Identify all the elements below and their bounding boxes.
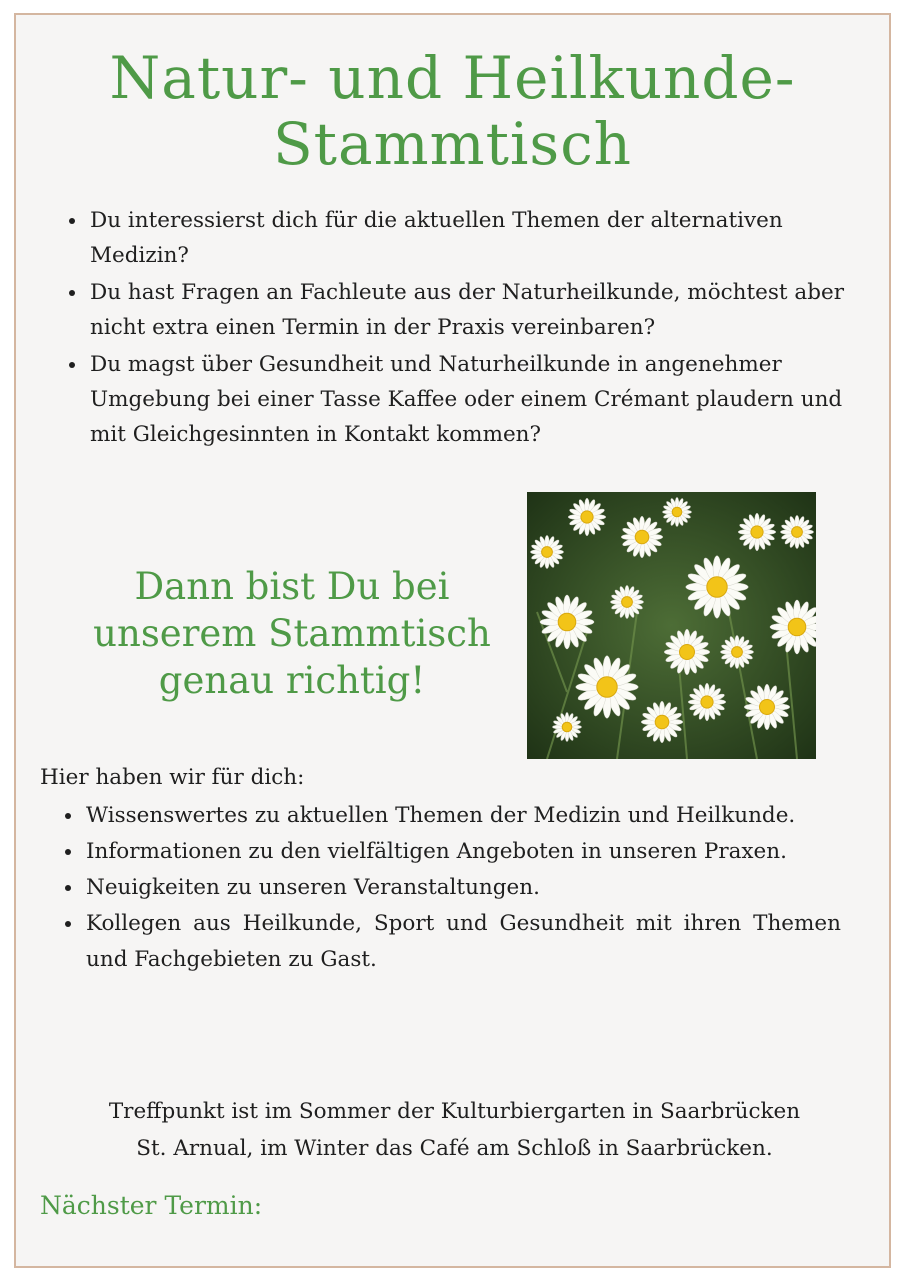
chamomile-flower (688, 683, 726, 721)
meeting-place (36, 1093, 873, 1167)
chamomile-illustration (527, 492, 816, 759)
chamomile-flower (621, 516, 663, 558)
page-title (16, 45, 889, 177)
chamomile-flower (576, 656, 638, 718)
list-item: • Wissenswertes zu aktuellen Themen der Medizin und Heilkunde. (84, 798, 841, 834)
list-item: • Du interessierst dich für die aktuellen Themen der alternativen Medizin? (88, 203, 878, 273)
title-line-1: Natur- und Heilkunde- (109, 44, 796, 112)
flyer-page (14, 13, 891, 1268)
chamomile-flower (568, 498, 606, 536)
chamomile-flowers-photo (527, 492, 816, 759)
chamomile-flower (664, 629, 710, 675)
chamomile-flower (744, 684, 790, 730)
chamomile-flower (686, 556, 748, 618)
chamomile-flower (540, 595, 594, 649)
chamomile-flower (738, 513, 776, 551)
list-item: • Du hast Fragen an Fachleute aus der Naturheilkunde, möchtest aber nicht extra einen Termin in der Praxis vereinbaren? (88, 275, 878, 345)
list-item: • Neuigkeiten zu unseren Veranstaltungen. (84, 870, 841, 906)
chamomile-flower (552, 712, 581, 741)
meeting-line-1: Treffpunkt ist im Sommer der Kulturbiergarten in Saarbrücken (108, 1099, 801, 1124)
chamomile-flower (610, 585, 643, 618)
highlight-line-3: genau richtig! (158, 659, 426, 702)
highlight-message (46, 563, 538, 704)
offer-intro: Hier haben wir für dich: (40, 765, 305, 790)
meeting-line-2: St. Arnual, im Winter das Café am Schloß in Saarbrücken. (136, 1136, 773, 1161)
highlight-line-2: unserem Stammtisch (93, 612, 491, 655)
highlight-line-1: Dann bist Du bei (134, 565, 450, 608)
intro-question-list (64, 203, 878, 454)
chamomile-flower (641, 701, 683, 743)
title-line-2: Stammtisch (272, 110, 633, 178)
chamomile-flower (780, 515, 813, 548)
list-item: • Kollegen aus Heilkunde, Sport und Gesundheit mit ihren Themen und Fachgebieten zu Gast. (84, 906, 841, 978)
list-item: • Informationen zu den vielfältigen Angeboten in unseren Praxen. (84, 834, 841, 870)
chamomile-flower (720, 635, 753, 668)
next-date-label: Nächster Termin: (40, 1191, 263, 1220)
offer-list (60, 798, 841, 978)
chamomile-flower (530, 535, 563, 568)
list-item: • Du magst über Gesundheit und Naturheilkunde in angenehmer Umgebung bei einer Tasse Kaffee oder einem Crémant plaudern und mit Gleichgesinnten in Kontakt kommen? (88, 347, 878, 452)
chamomile-flower (662, 497, 691, 526)
